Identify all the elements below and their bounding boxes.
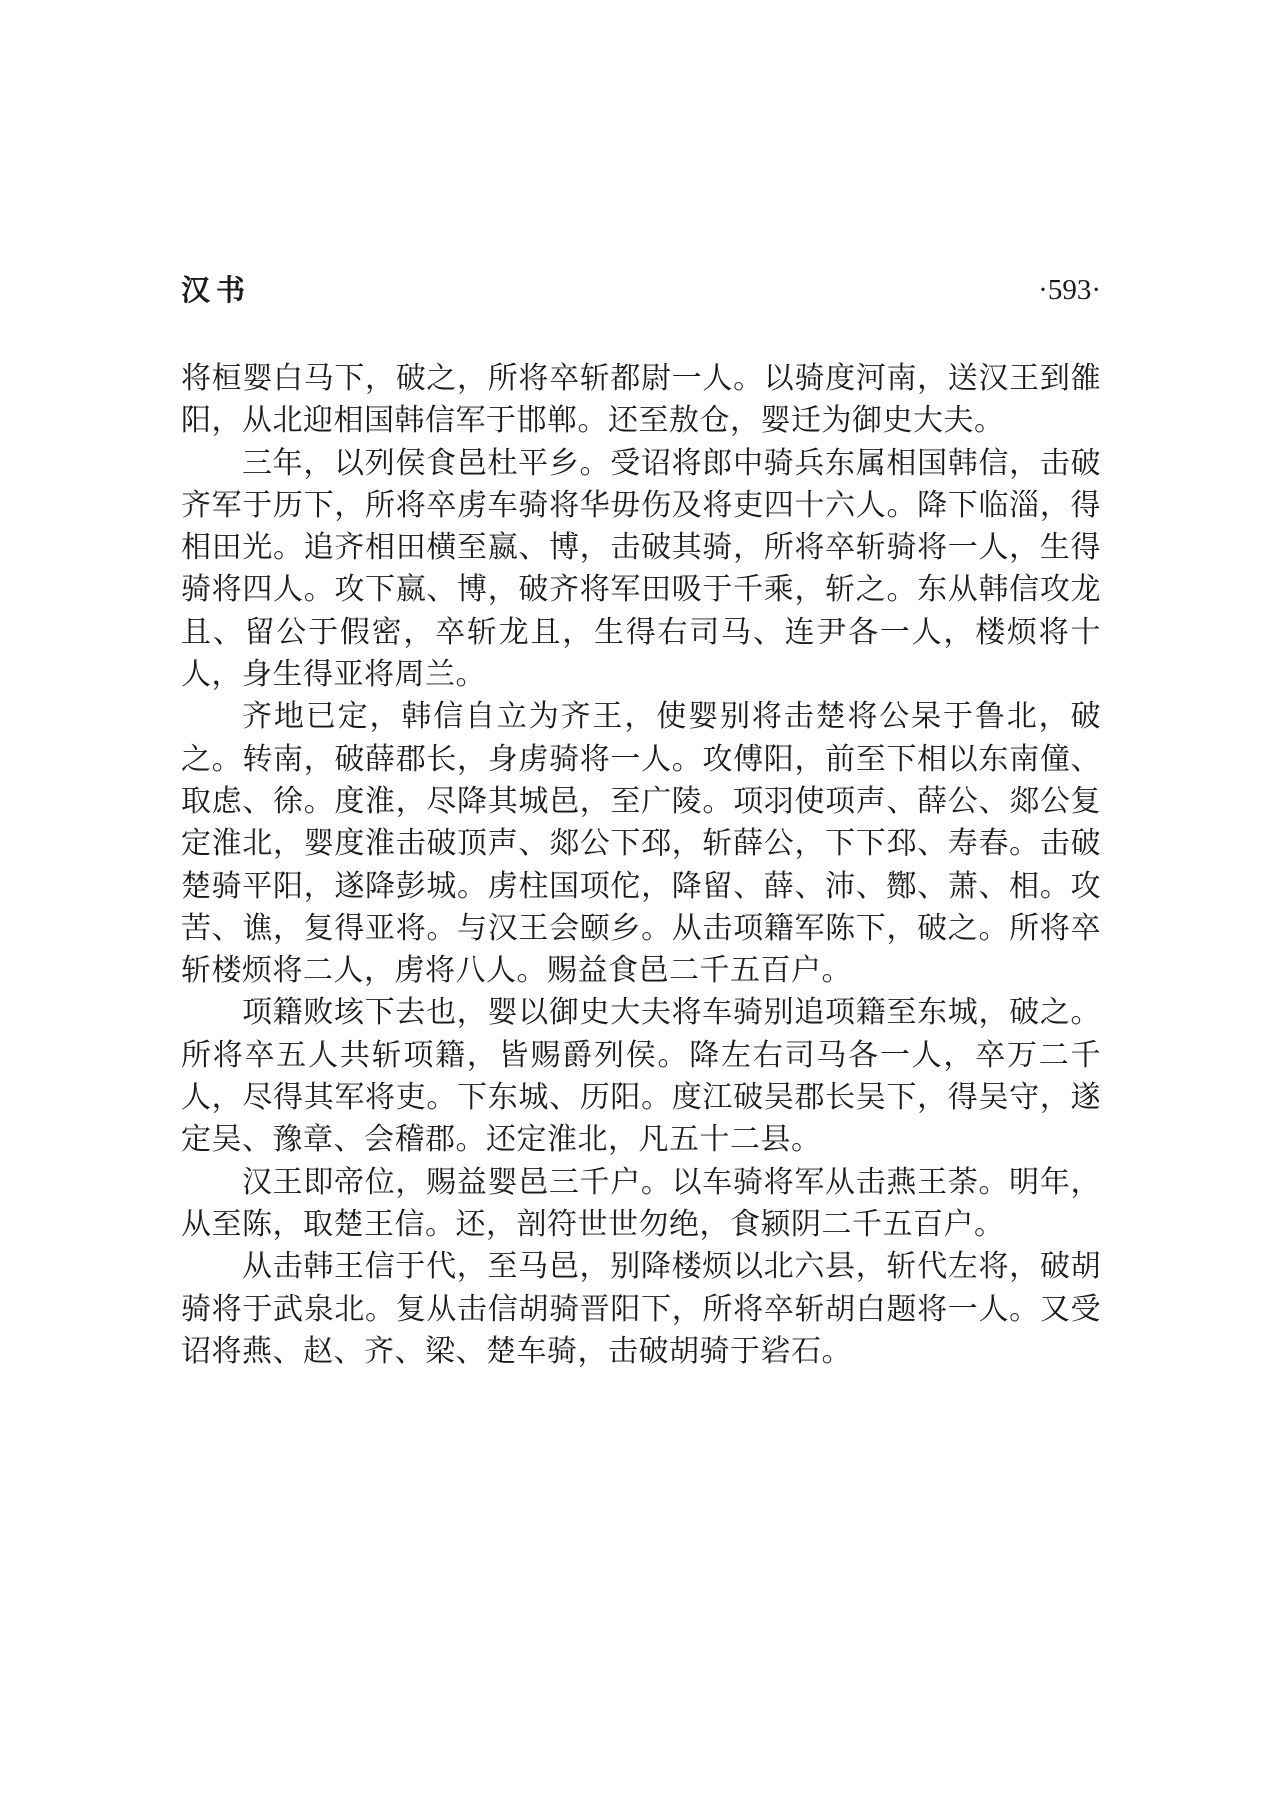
- body-text: [181, 358, 1101, 1373]
- page-number: ·593·: [1038, 274, 1101, 306]
- paragraph: 从击韩王信于代，至马邑，别降楼烦以北六县，斩代左将，破胡骑将于武泉北。复从击信胡骑晋阳下，所将卒斩胡白题将一人。又受诏将燕、赵、齐、梁、楚车骑，击破胡骑于硰石。: [181, 1249, 1101, 1369]
- paragraph: 齐地已定，韩信自立为齐王，使婴别将击楚将公杲于鲁北，破之。转南，破薛郡长，身虏骑将一人。攻傅阳，前至下相以东南僮、取虑、徐。度淮，尽降其城邑，至广陵。项羽使项声、薛公、郯公复定淮北，婴度淮击破顶声、郯公下邳，斩薛公，下下邳、寿春。击破楚骑平阳，遂降彭城。虏柱国项佗，降留、薛、沛、酂、萧、相。攻苦、谯，复得亚将。与汉王会颐乡。从击项籍军陈下，破之。所将卒斩楼烦将二人，虏将八人。赐益食邑二千五百户。: [181, 699, 1101, 989]
- paragraph: 将桓婴白马下，破之，所将卒斩都尉一人。以骑度河南，送汉王到雒阳，从北迎相国韩信军于邯郸。还至敖仓，婴迁为御史大夫。: [181, 361, 1101, 439]
- paragraph: 三年，以列侯食邑杜平乡。受诏将郎中骑兵东属相国韩信，击破齐军于历下，所将卒虏车骑将华毋伤及将吏四十六人。降下临淄，得相田光。追齐相田横至嬴、博，击破其骑，所将卒斩骑将一人，生得骑将四人。攻下嬴、博，破齐将军田吸于千乘，斩之。东从韩信攻龙且、留公于假密，卒斩龙且，生得右司马、连尹各一人，楼烦将十人，身生得亚将周兰。: [181, 445, 1101, 693]
- paragraph: 项籍败垓下去也，婴以御史大夫将车骑别追项籍至东城，破之。所将卒五人共斩项籍，皆赐爵列侯。降左右司马各一人，卒万二千人，尽得其军将吏。下东城、历阳。度江破吴郡长吴下，得吴守，遂定吴、豫章、会稽郡。还定淮北，凡五十二县。: [181, 995, 1101, 1158]
- book-title: 汉书: [181, 273, 252, 307]
- paragraph: 汉王即帝位，赐益婴邑三千户。以车骑将军从击燕王荼。明年，从至陈，取楚王信。还，剖符世世勿绝，食颍阴二千五百户。: [181, 1164, 1101, 1242]
- running-header: [181, 268, 1101, 312]
